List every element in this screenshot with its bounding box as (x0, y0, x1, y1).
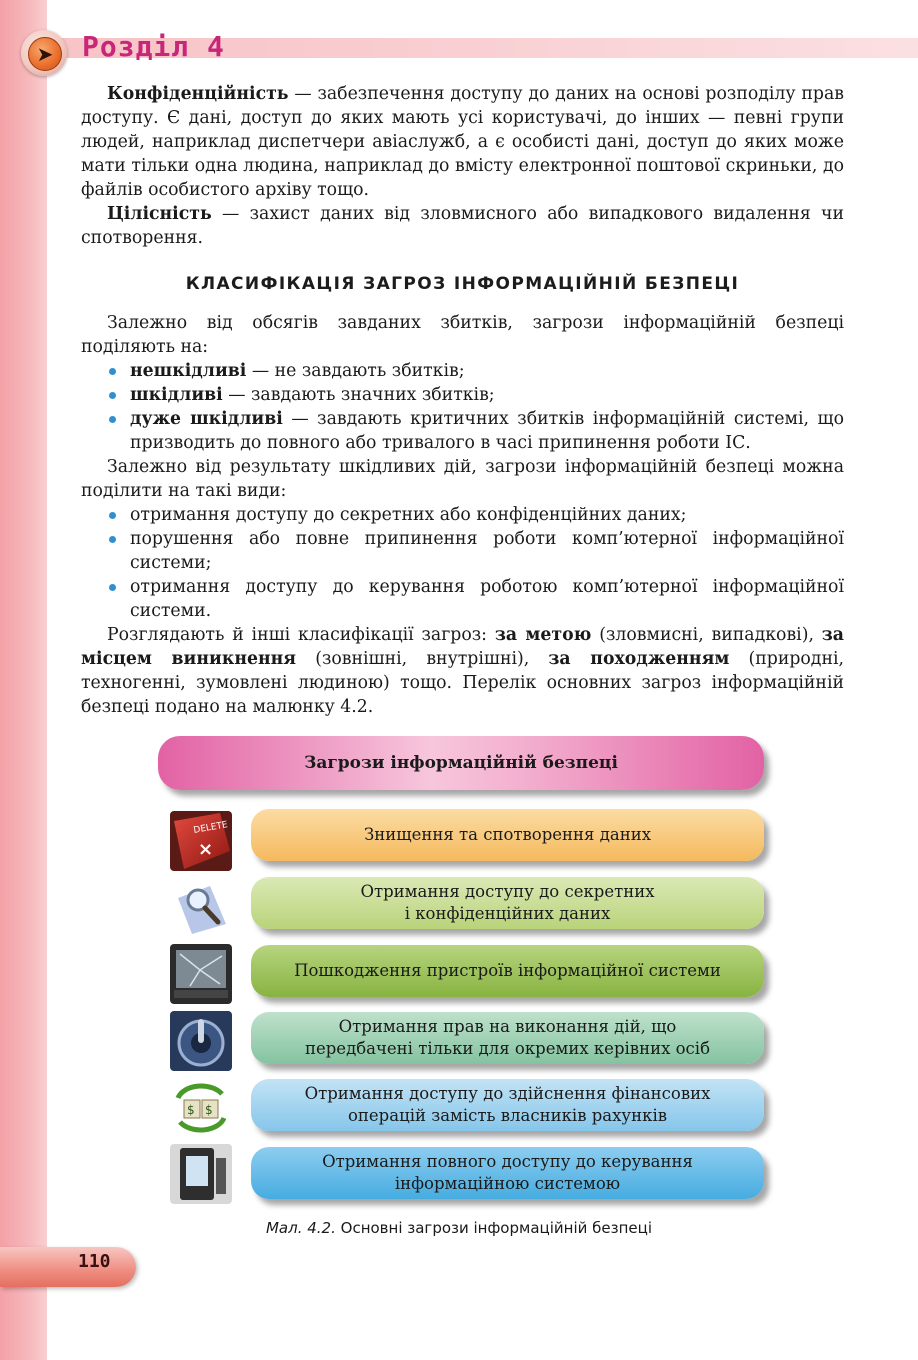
diagram-header: Загрози інформаційній безпеці (158, 736, 764, 790)
result-intro: Залежно від результату шкідливих дій, загрози інформаційній безпеці можна поділити на такі види: (81, 457, 844, 501)
threat-box-5 (251, 1079, 764, 1131)
damage-intro: Залежно від обсягів завданих збитків, загрози інформаційній безпеці поділяють на: (81, 313, 844, 357)
list-item (81, 359, 844, 383)
damage-term: нешкідливі (130, 361, 247, 381)
terminal-device-icon (170, 1144, 232, 1204)
integrity-paragraph (81, 202, 844, 250)
bullet-icon (109, 416, 116, 423)
threat-box-4 (251, 1012, 764, 1064)
caption-label: Мал. 4.2. (265, 1219, 336, 1237)
threat-line-2: передбачені тільки для окремих керівних осіб (304, 1039, 711, 1058)
threat-line-1: Пошкодження пристроїв інформаційної системи (294, 961, 721, 980)
broken-screen-icon (170, 944, 232, 1004)
threat-line-1: Отримання доступу до секретних (360, 882, 655, 901)
left-margin-strip (0, 0, 47, 1360)
svg-text:$: $ (187, 1103, 195, 1117)
confidentiality-term: Конфіденційність (107, 84, 289, 104)
figure-caption (0, 1219, 918, 1237)
list-item (81, 503, 844, 527)
text-run: (зловмисні, випадкові), (591, 625, 822, 645)
classification-text (81, 311, 844, 719)
confidentiality-definition: — забезпечення доступу до даних на основі розподілу прав доступу. Є дані, доступ до яких мають усі користувачі, до інших — певні групи людей, наприклад диспетчери авіаслужб, а є особисті дані, доступ до яких може мати тільки одна людина, наприклад до вмісту електронної поштової скриньки, до файлів особистого архіву тощо. (81, 84, 844, 200)
bold-term: за походженням (548, 649, 730, 669)
bullet-icon (109, 536, 116, 543)
control-joystick-icon (170, 1011, 232, 1071)
result-text: отримання доступу до керування роботою комп’ютерної інформаційної системи. (130, 577, 844, 621)
threat-box-2 (251, 877, 764, 929)
list-item (81, 575, 844, 623)
text-run: Розглядають й інші класифікації загроз: (107, 625, 495, 645)
threat-line-1: Отримання повного доступу до керування (322, 1152, 693, 1171)
svg-text:$: $ (205, 1103, 213, 1117)
text-run: (природні, техногенні, зумовлені людиною) тощо. Перелік основних загроз інформаційній безпеці подано на малюнку 4.2. (81, 649, 844, 717)
threat-box-6 (251, 1147, 764, 1199)
classification-heading: КЛАСИФІКАЦІЯ ЗАГРОЗ ІНФОРМАЦІЙНІЙ БЕЗПЕЦІ (185, 274, 740, 294)
bold-term: за місцем виникнення (81, 625, 845, 669)
svg-text:DELETE: DELETE (192, 820, 229, 836)
bullet-icon (109, 512, 116, 519)
damage-term: дуже шкідливі (130, 409, 283, 429)
list-item (81, 527, 844, 575)
threat-line-1: Отримання прав на виконання дій, що (338, 1017, 677, 1036)
integrity-definition: — захист даних від зловмисного або випадкового видалення чи спотворення. (81, 204, 844, 248)
confidentiality-paragraph (81, 82, 844, 202)
money-exchange-icon (170, 1078, 232, 1138)
threat-line-2: і конфіденційних даних (404, 904, 611, 923)
svg-text:×: × (198, 839, 214, 860)
threat-line-1: Знищення та спотворення даних (363, 825, 652, 844)
delete-key-icon (170, 811, 232, 871)
caption-text: Основні загрози інформаційній безпеці (335, 1219, 652, 1237)
arrow-right-icon[interactable]: ➤ (28, 37, 62, 71)
section-title: Розділ 4 (82, 30, 225, 63)
magnifier-icon (170, 878, 232, 938)
damage-text: — завдають значних збитків; (222, 385, 495, 405)
threat-line-1: Отримання доступу до здійснення фінансових (304, 1084, 711, 1103)
bullet-icon (109, 584, 116, 591)
damage-text: — завдають критичних збитків інформаційній системі, що призводить до повного або тривалого в часі припинення роботи ІС. (130, 409, 844, 453)
other-classifications (81, 623, 844, 719)
threat-box-3 (251, 945, 764, 997)
result-text: отримання доступу до секретних або конфіденційних даних; (130, 505, 687, 525)
integrity-term: Цілісність (107, 204, 212, 224)
damage-text: — не завдають збитків; (246, 361, 465, 381)
damage-list (81, 359, 844, 455)
result-list (81, 503, 844, 623)
threat-line-2: операцій замість власників рахунків (347, 1106, 668, 1125)
list-item (81, 383, 844, 407)
bold-term: за метою (494, 625, 592, 645)
text-run: (зовнішні, внутрішні), (296, 649, 549, 669)
page-number: 110 (78, 1251, 111, 1272)
page-number-tab (0, 1247, 136, 1287)
threat-box-1 (251, 809, 764, 861)
list-item (81, 407, 844, 455)
bullet-icon (109, 392, 116, 399)
intro-text (81, 82, 844, 250)
threat-line-2: інформаційною системою (394, 1174, 621, 1193)
result-text: порушення або повне припинення роботи комп’ютерної інформаційної системи; (130, 529, 844, 573)
damage-term: шкідливі (130, 385, 223, 405)
bullet-icon (109, 368, 116, 375)
